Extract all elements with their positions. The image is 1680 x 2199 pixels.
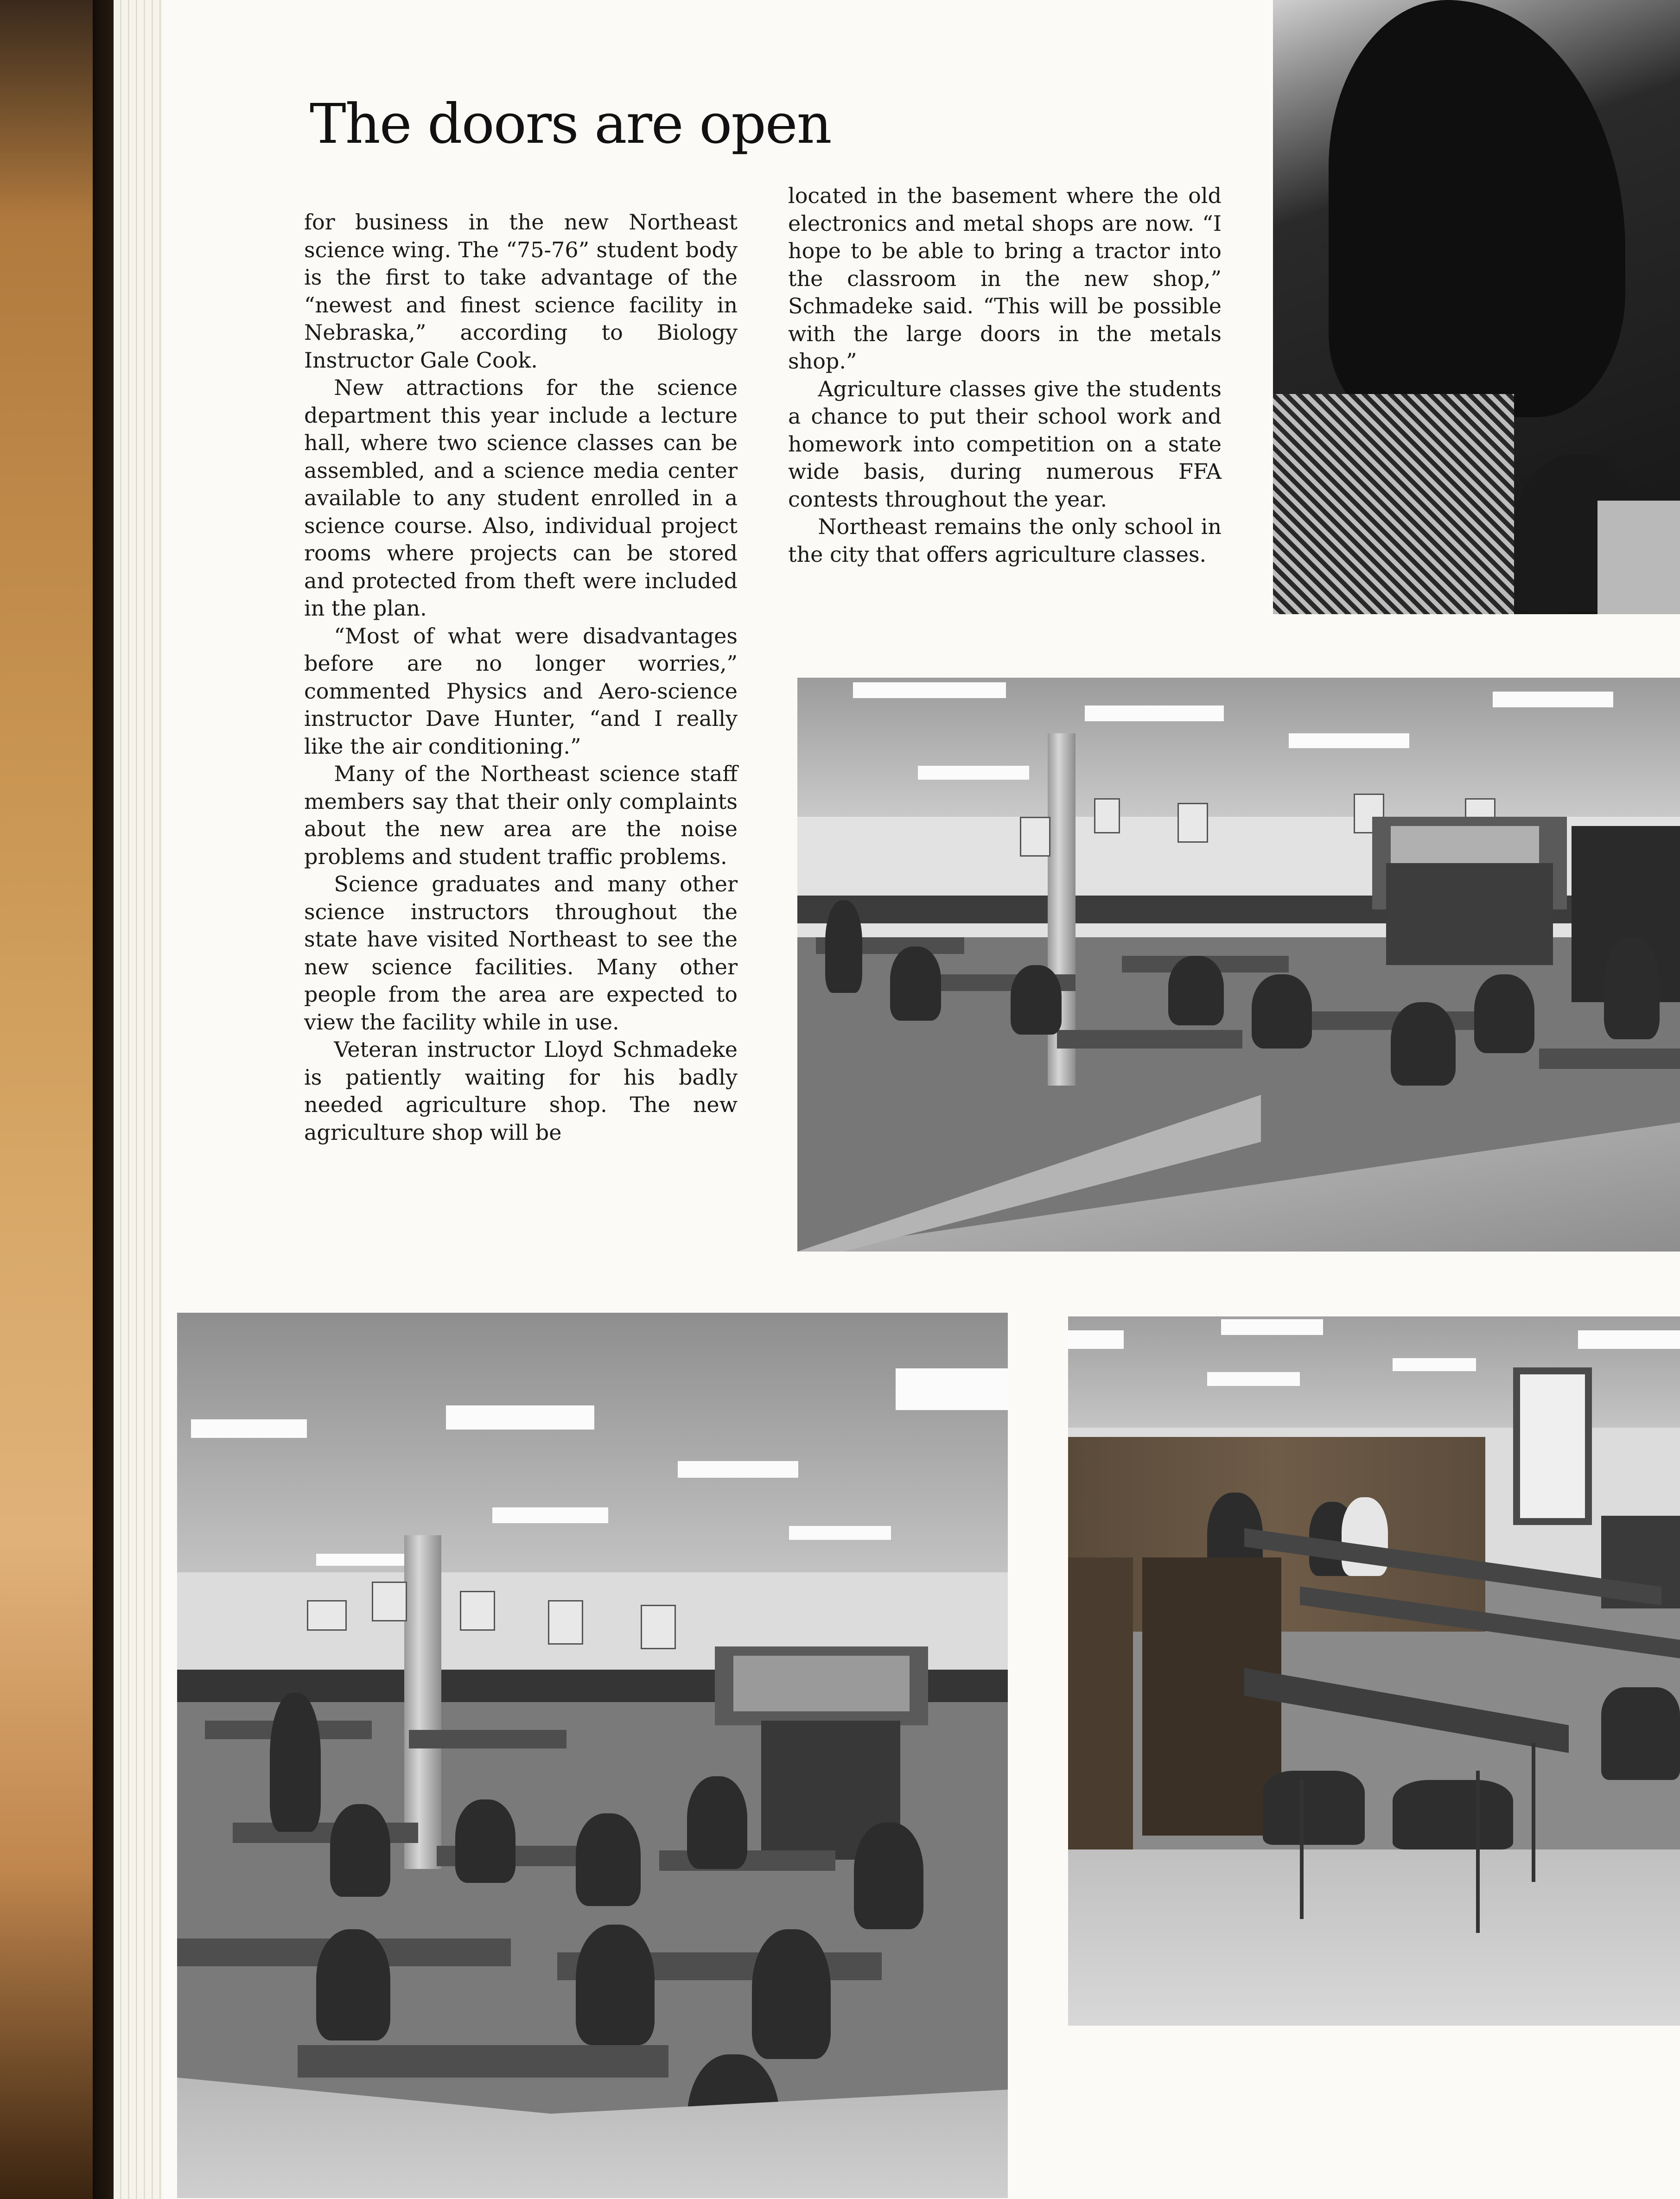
article-paragraph: located in the basement where the old electronics and metal shops are now. “I hope to be able to bring a tractor into the classroom in the new shop,” Schmadeke said. “This will be possible with the large doors in the metals shop.”	[788, 183, 1222, 374]
page-stack-edge	[114, 0, 165, 2199]
book-cover-edge	[0, 0, 93, 2199]
page-headline: The doors are open	[310, 92, 831, 156]
article-paragraph: Many of the Northeast science staff members say that their only complaints about the new area are the noise problems and student traffic problems.	[304, 761, 738, 869]
article-paragraph: Science graduates and many other science instructors throughout the state have visited Northeast to see the new science facilities. Many other people from the area are expected to view the facility while in use.	[304, 871, 738, 1035]
article-paragraph: Agriculture classes give the students a chance to put their school work and homework into competition on a state wide basis, during numerous FFA contests throughout the year.	[788, 376, 1222, 512]
photo-classroom-bottom-right	[1068, 1316, 1680, 2026]
article-paragraph: “Most of what were disadvantages before are no longer worries,” commented Physics and Aero-science instructor Dave Hunter, “and I really like the air conditioning.”	[304, 623, 738, 759]
article-paragraph: for business in the new Northeast science wing. The “75-76” student body is the first to take advantage of the “newest and finest science facility in Nebraska,” according to Biology Instructor Gale Cook.	[304, 210, 738, 373]
photo-lecture-hall-middle	[797, 678, 1680, 1252]
article-paragraph: New attractions for the science department this year include a lecture hall, where two science classes can be assembled, and a science media center available to any student enrolled in a science course. Also, individual project rooms where projects can be stored and protected from theft were included in the plan.	[304, 375, 738, 621]
article-column-right	[788, 182, 1222, 641]
article-paragraph: Northeast remains the only school in the city that offers agriculture classes.	[788, 514, 1222, 567]
photo-lecture-hall-bottom-left	[177, 1313, 1008, 2198]
article-paragraph: Veteran instructor Lloyd Schmadeke is patiently waiting for his badly needed agriculture shop. The new agriculture shop will be	[304, 1037, 738, 1145]
photo-seated-students	[1273, 0, 1680, 614]
article-column-left	[304, 209, 738, 1270]
